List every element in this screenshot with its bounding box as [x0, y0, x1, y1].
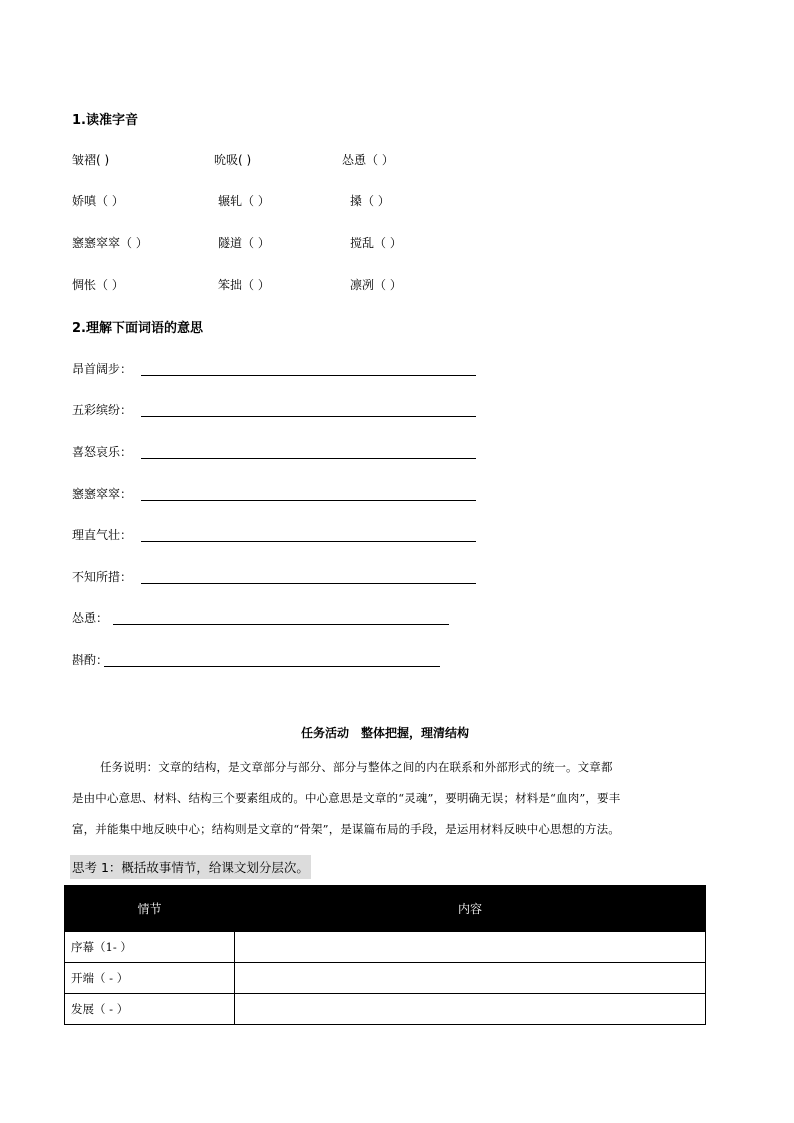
vocab-label: 五彩缤纷： — [72, 403, 133, 417]
column-header: 内容 — [235, 886, 706, 932]
pinyin-item: 皱褶( ) — [72, 153, 110, 167]
vocab-label: 窸窸窣窣： — [72, 487, 133, 501]
task-title: 任务活动 整体把握，理清结构 — [301, 726, 470, 740]
task-paragraph-line: 是由中心意思、材料、结构三个要素组成的。中心意思是文章的“灵魂”，要明确无误；材料是“血肉”，要丰 — [72, 791, 621, 805]
think-question: 思考 1：概括故事情节，给课文划分层次。 — [70, 855, 311, 879]
table-cell-plot: 开端（ - ） — [65, 963, 235, 994]
table-cell-content[interactable] — [235, 963, 706, 994]
vocab-label: 理直气壮： — [72, 528, 133, 542]
vocab-label: 不知所措： — [72, 570, 133, 584]
pinyin-item: 吮吸( ) — [214, 153, 252, 167]
table-cell-content[interactable] — [235, 994, 706, 1025]
table-cell-plot: 序幕（1- ） — [65, 932, 235, 963]
pinyin-item: 窸窸窣窣（ ） — [72, 236, 148, 250]
pinyin-item: 辗轧（ ） — [218, 194, 270, 208]
section1-heading: 1.读准字音 — [72, 113, 138, 128]
table-cell-content[interactable] — [235, 932, 706, 963]
pinyin-item: 凛冽（ ） — [350, 278, 402, 292]
table-cell-plot: 发展（ - ） — [65, 994, 235, 1025]
answer-line[interactable] — [104, 666, 440, 667]
answer-line[interactable] — [141, 541, 476, 542]
pinyin-item: 娇嗔（ ） — [72, 194, 124, 208]
vocab-label: 怂恿： — [72, 611, 109, 625]
vocab-label: 喜怒哀乐： — [72, 445, 133, 459]
answer-line[interactable] — [141, 500, 476, 501]
pinyin-item: 搡（ ） — [350, 194, 390, 208]
pinyin-item: 惆怅（ ） — [72, 278, 124, 292]
answer-line[interactable] — [113, 624, 449, 625]
answer-line[interactable] — [141, 458, 476, 459]
section2-heading: 2.理解下面词语的意思 — [72, 321, 203, 336]
table-header-row — [65, 886, 706, 932]
pinyin-item: 笨拙（ ） — [218, 278, 270, 292]
pinyin-item: 隧道（ ） — [218, 236, 270, 250]
plot-table — [64, 885, 706, 1025]
vocab-label: 昂首阔步： — [72, 362, 133, 376]
answer-line[interactable] — [141, 583, 476, 584]
pinyin-item: 搅乱（ ） — [350, 236, 402, 250]
table-row — [65, 932, 706, 963]
pinyin-item: 怂恿（ ） — [342, 153, 394, 167]
answer-line[interactable] — [141, 416, 476, 417]
task-paragraph-line: 任务说明：文章的结构，是文章部分与部分、部分与整体之间的内在联系和外部形式的统一。文章都 — [100, 760, 613, 774]
table-row — [65, 963, 706, 994]
answer-line[interactable] — [141, 375, 476, 376]
table-row — [65, 994, 706, 1025]
column-header: 情节 — [65, 886, 235, 932]
task-paragraph-line: 富，并能集中地反映中心；结构则是文章的“骨架”，是谋篇布局的手段，是运用材料反映中心思想的方法。 — [72, 822, 620, 836]
vocab-label: 斟酌： — [72, 653, 109, 667]
